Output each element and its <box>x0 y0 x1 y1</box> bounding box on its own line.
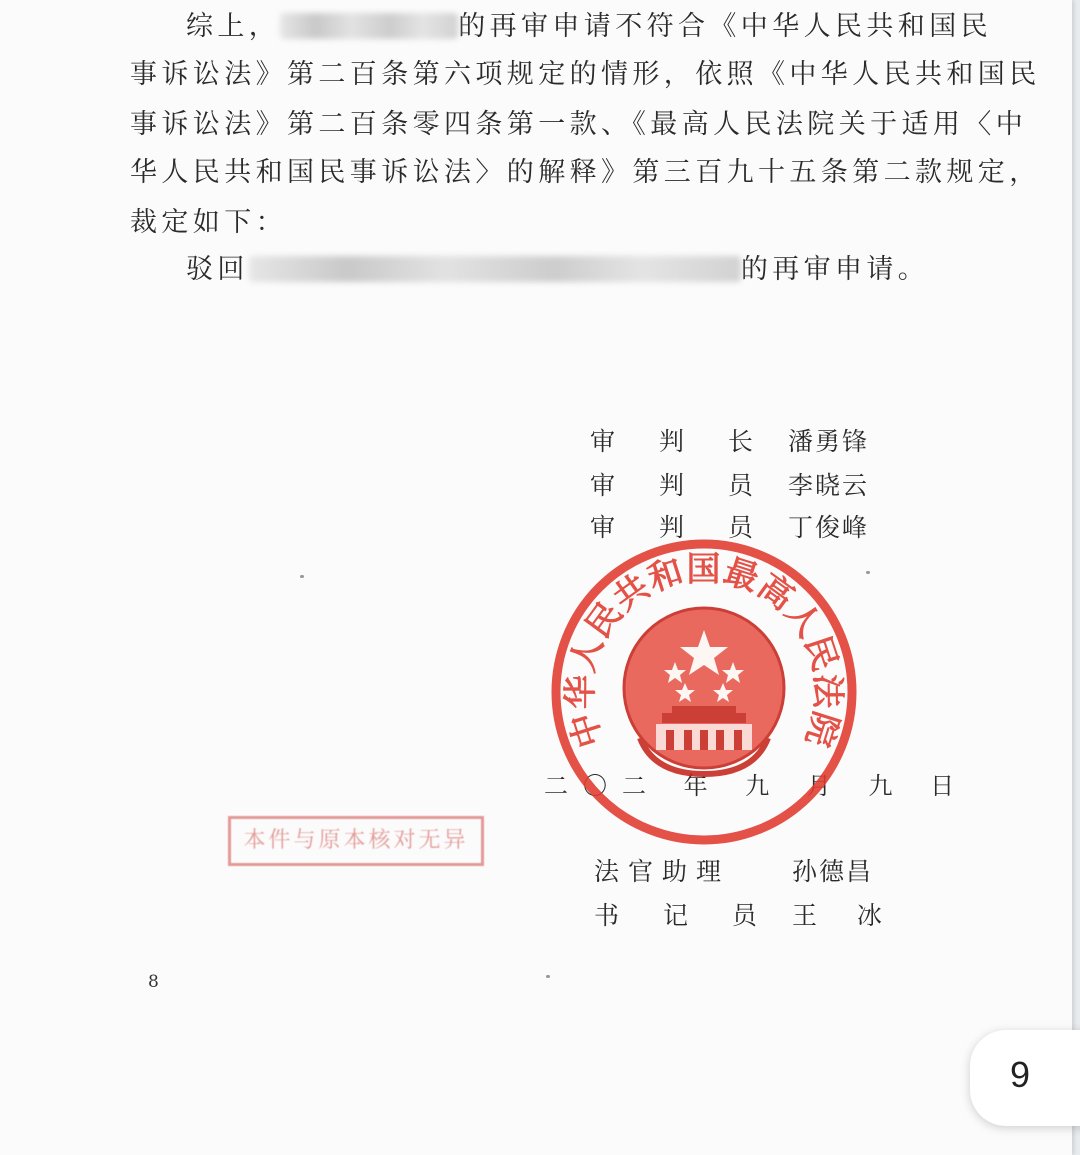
court-seal <box>544 538 864 854</box>
text-line-5: 裁定如下： <box>130 207 287 238</box>
signature-role: 审 判 长 <box>590 427 771 456</box>
paper-speck <box>866 571 870 574</box>
paper-speck <box>300 575 304 578</box>
clerk-role: 法官助理 <box>594 857 731 886</box>
text-line-3: 事诉讼法》第二百条零四条第一款、《最高人民法院关于适用〈中 <box>130 109 1028 140</box>
text-line-1 <box>186 12 992 42</box>
signature-name: 李晓云 <box>788 471 870 500</box>
signature-row <box>590 508 880 540</box>
seal-text: 中华人民共和国最高人民法院 <box>560 549 848 753</box>
text-line-6 <box>186 255 929 285</box>
signature-role: 审 判 员 <box>590 513 771 542</box>
signature-name: 丁俊峰 <box>788 513 870 542</box>
page-number: 8 <box>148 972 159 992</box>
redacted-party-name <box>249 256 741 282</box>
redacted-party-name <box>280 13 458 39</box>
text-line-4: 华人民共和国民事诉讼法〉的解释》第三百九十五条第二款规定， <box>130 157 1041 188</box>
text-segment: 驳回 <box>186 254 249 285</box>
signature-role: 审 判 员 <box>590 471 771 500</box>
paper-speck <box>546 975 550 978</box>
signature-row <box>590 422 880 454</box>
signature-row <box>590 466 880 498</box>
clerk-name: 孙德昌 <box>792 857 874 886</box>
verification-stamp: 本件与原本核对无异 <box>228 816 484 866</box>
clerk-row <box>594 852 884 884</box>
text-segment: 的再审申请不符合《中华人民共和国民 <box>458 11 993 42</box>
text-segment: 的再审申请。 <box>740 254 930 285</box>
text-segment: 综上， <box>186 11 281 42</box>
text-line-2: 事诉讼法》第二百条第六项规定的情形，依照《中华人民共和国民 <box>130 59 1041 90</box>
page-indicator-badge[interactable] <box>970 1030 1080 1126</box>
page-indicator-number: 9 <box>1010 1054 1031 1095</box>
clerk-role: 书 记 员 <box>594 901 775 930</box>
clerk-name: 王 冰 <box>792 901 890 930</box>
ruling-date: 二〇二 年 九 月 九 日 <box>544 772 970 800</box>
clerk-row <box>594 896 890 930</box>
signature-name: 潘勇锋 <box>788 427 870 456</box>
